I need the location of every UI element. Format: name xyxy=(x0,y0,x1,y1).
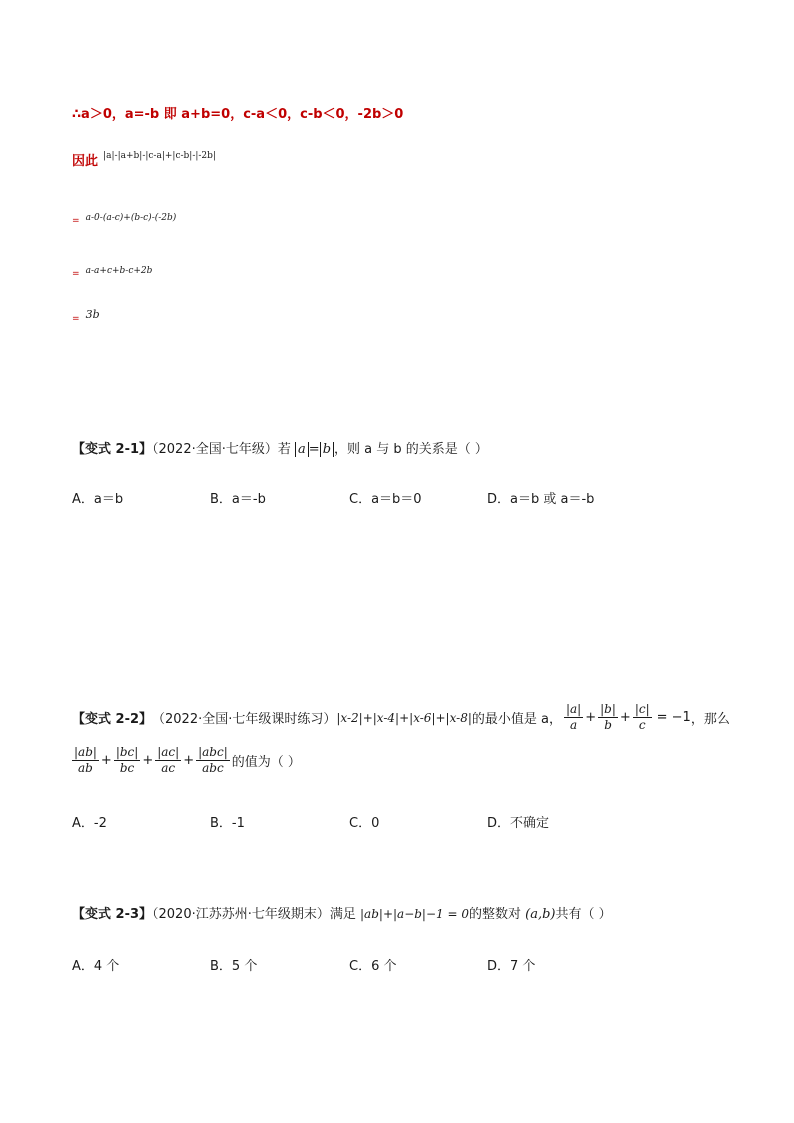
question-tail: 共有（ ） xyxy=(555,907,612,922)
plus: + xyxy=(183,753,195,768)
fraction-ab: $\frac{|ab|}{ab}$ xyxy=(74,745,97,775)
option-a[interactable]: A．-2 xyxy=(72,816,107,831)
question-2-2 xyxy=(72,702,730,733)
option-d[interactable]: D．7 个 xyxy=(487,959,536,974)
solution-conclusion: ∴a＞0，a=-b 即 a+b=0，c-a＜0，c-b＜0，-2b＞0 xyxy=(72,107,404,122)
fraction-bc: $\frac{|bc|}{bc}$ xyxy=(115,745,139,775)
option-c[interactable]: C．6 个 xyxy=(349,959,397,974)
option-b[interactable]: B．5 个 xyxy=(210,959,258,974)
fraction-a: $\frac{|a|}{a}$ xyxy=(565,702,582,732)
step0-expression: |a|-|a+b|-|c-a|+|c-b|-|-2b| xyxy=(103,151,216,161)
step2-expression: a-a+c+b-c+2b xyxy=(85,266,153,276)
abs-a: a xyxy=(295,442,309,457)
plus: + xyxy=(100,753,112,768)
question-mid: 的整数对 xyxy=(468,907,521,922)
plus: + xyxy=(142,753,154,768)
option-d[interactable]: D．a＝b 或 a＝-b xyxy=(487,492,595,507)
eq-sign: = xyxy=(72,269,80,279)
solution-step-0 xyxy=(72,150,216,169)
question-source: （2022·全国·七年级）若 xyxy=(152,442,291,457)
step1-expression: a-0-(a-c)+(b-c)-(-2b) xyxy=(85,213,177,223)
question-2-2-line-2 xyxy=(72,745,301,776)
option-b[interactable]: B．a＝-b xyxy=(210,492,266,507)
option-d[interactable]: D．不确定 xyxy=(487,816,550,831)
question-2-1 xyxy=(72,438,488,457)
solution-step-3 xyxy=(72,303,100,322)
question-label: 【变式 2-1】 xyxy=(72,442,153,457)
option-c[interactable]: C．a＝b＝0 xyxy=(349,492,422,507)
question-source: （2022·全国·七年级课时练习） xyxy=(152,712,337,727)
plus: + xyxy=(585,710,597,725)
equals: = xyxy=(308,442,320,457)
solution-step-2 xyxy=(72,258,152,277)
solution-step-1 xyxy=(72,205,176,224)
question-tail: ，则 a 与 b 的关系是（ ） xyxy=(334,442,488,457)
fraction-b: $\frac{|b|}{b}$ xyxy=(600,702,616,732)
fraction-ac: $\frac{|ac|}{ac}$ xyxy=(157,745,180,775)
step3-expression: 3b xyxy=(85,308,100,321)
abs-b: b xyxy=(320,442,334,457)
option-a[interactable]: A．4 个 xyxy=(72,959,120,974)
question-source: （2020·江苏苏州·七年级期末）满足 xyxy=(152,907,356,922)
abs-sum-expression: |x-2|+|x-4|+|x-6|+|x-8| xyxy=(336,710,472,725)
question-label: 【变式 2-3】 xyxy=(72,907,153,922)
eq-sign: = xyxy=(72,314,80,324)
option-c[interactable]: C．0 xyxy=(349,816,380,831)
therefore-label: 因此 xyxy=(72,154,99,169)
question-then: ，那么 xyxy=(690,712,730,727)
fraction-c: $\frac{|c|}{c}$ xyxy=(634,702,650,732)
option-b[interactable]: B．-1 xyxy=(210,816,245,831)
abs-condition: |ab|+|a−b|−1 = 0 xyxy=(360,907,469,921)
integer-pair: (a,b) xyxy=(525,907,556,922)
question-2-3 xyxy=(72,903,612,922)
plus: + xyxy=(619,710,631,725)
question-ask: 的值为（ ） xyxy=(231,755,301,770)
fraction-abc: $\frac{\text{|abc|}}{\text{abc}}$ xyxy=(198,745,228,775)
equals-result: = −1 xyxy=(656,710,691,725)
eq-sign: = xyxy=(72,216,80,226)
question-label: 【变式 2-2】 xyxy=(72,712,153,727)
option-a[interactable]: A．a＝b xyxy=(72,492,124,507)
question-mid: 的最小值是 a， xyxy=(471,712,562,727)
